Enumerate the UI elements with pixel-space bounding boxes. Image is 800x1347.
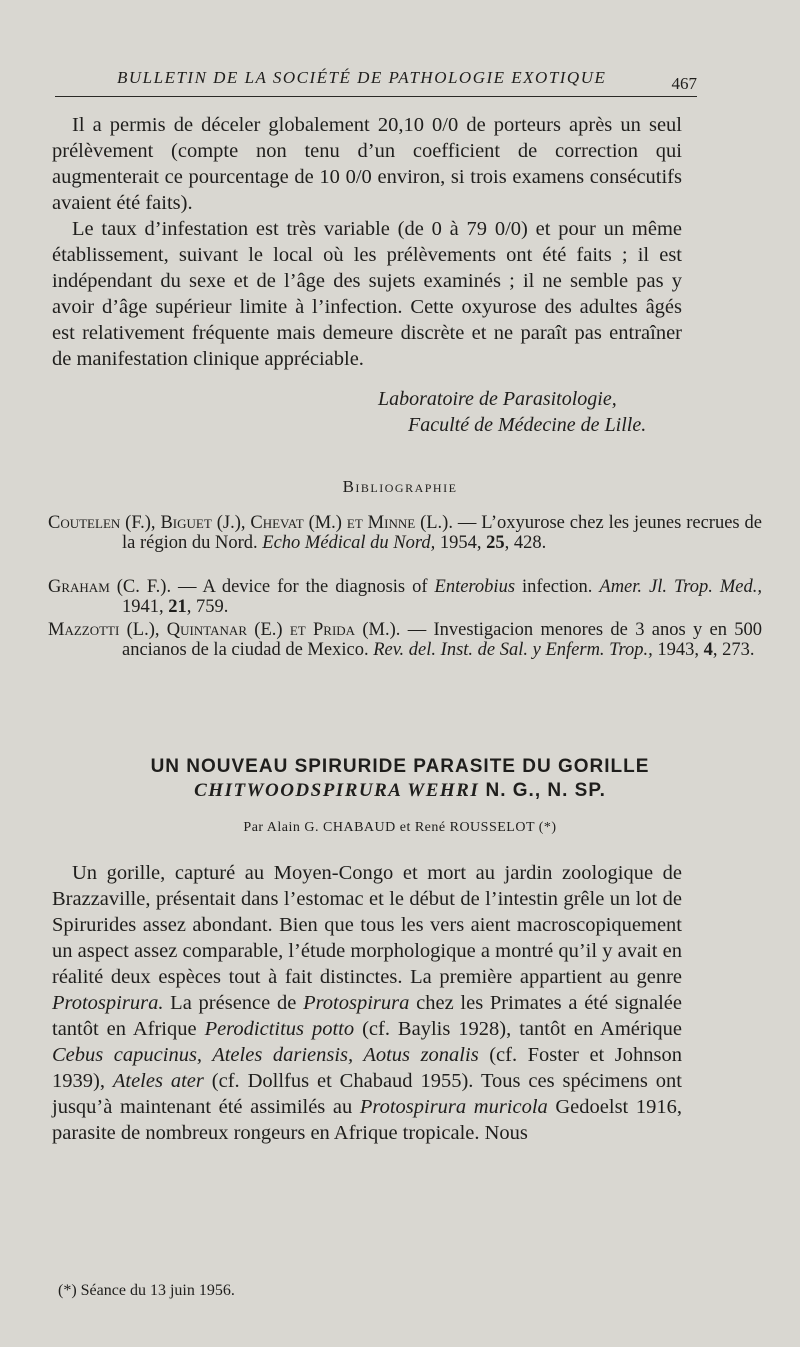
reference-3-year: 1943, — [652, 640, 704, 660]
reference-1-title: — L’oxyurose chez les jeunes recrues de la région du Nord. — [122, 513, 762, 553]
article-subtitle — [0, 780, 800, 802]
reference-2-pages: , 759. — [186, 597, 229, 617]
reference-3 — [48, 620, 762, 660]
body-text: Gedoelst 1916, parasite de nombreux rongeurs en Afrique tropicale. Nous — [52, 1096, 682, 1144]
taxon-name: Protospirura — [303, 992, 410, 1014]
reference-1-volume: 25 — [486, 533, 505, 553]
reference-3-authors: Mazzotti (L.), Quintanar (E.) et Prida (M.). — [48, 620, 401, 640]
species-name: CHITWOODSPIRURA WEHRI — [194, 780, 480, 801]
reference-1-journal: Echo Médical du Nord, — [262, 533, 436, 553]
paragraph-1 — [52, 112, 682, 216]
body-text: chez les Primates a été signalée tantôt en Afrique — [52, 992, 683, 1040]
reference-2 — [48, 577, 762, 617]
faculty-name: Faculté de Médecine de Lille. — [408, 414, 647, 436]
taxon-name: Ateles ater — [112, 1070, 204, 1092]
reference-3-journal: Rev. del. Inst. de Sal. y Enferm. Trop., — [373, 640, 653, 660]
taxon-name: Cebus capucinus, Ateles dariensis, Aotus zonalis — [52, 1044, 479, 1066]
reference-2-genus: Enterobius — [434, 577, 516, 597]
lab-name: Laboratoire de Parasitologie, — [378, 388, 617, 410]
article-title: UN NOUVEAU SPIRURIDE PARASITE DU GORILLE — [150, 756, 650, 777]
reference-1-authors: Coutelen (F.), Biguet (J.), Chevat (M.) et Minne (L.). — [48, 513, 453, 533]
reference-2-volume: 21 — [168, 597, 187, 617]
body-text: La présence de — [163, 992, 304, 1014]
running-title: BULLETIN DE LA SOCIÉTÉ DE PATHOLOGIE EXOTIQUE — [117, 68, 607, 87]
page-number: 467 — [671, 74, 697, 93]
paragraph-2 — [52, 216, 682, 372]
taxon-name: Protospirura. — [52, 992, 164, 1014]
footnote: (*) Séance du 13 juin 1956. — [58, 1282, 235, 1299]
paragraph-1-text: Il a permis de déceler globalement 20,10 0/0 de porteurs après un seul prélèvement (compte non tenu d’un coefficient de correction qui augmenterait ce pourcentage de 10 0/0 environ, si trois examens consécutifs avaient été faits). — [52, 114, 682, 214]
reference-2-journal: Amer. Jl. Trop. Med., — [599, 577, 762, 597]
lab-signoff — [378, 386, 668, 438]
body-text: Un gorille, capturé au Moyen-Congo et mort au jardin zoologique de Brazzaville, présentait dans l’estomac et le début de l’intestin grêle un lot de Spirurides assez abondant. Bien que tous les vers aient macroscopiquement un aspect assez comparable, l’étude morphologique a montré qu’il y avait en réalité deux espèces tout à fait distinctes. La première appartient au genre — [52, 862, 682, 988]
reference-2-authors: Graham (C. F.). — [48, 577, 172, 597]
reference-1-year: 1954, — [435, 533, 487, 553]
article-authors: Par Alain G. CHABAUD et René ROUSSELOT (*) — [243, 820, 557, 835]
reference-2-title: — A device for the diagnosis of — [171, 577, 435, 597]
taxon-name: Protospirura muricola — [359, 1096, 548, 1118]
body-text: (cf. Dollfus et Chabaud 1955). Tous ces spécimens ont jusqu’à maintenant été assimilés au — [52, 1070, 682, 1118]
reference-3-pages: , 273. — [712, 640, 755, 660]
article-body — [52, 860, 682, 1146]
reference-1 — [48, 513, 762, 553]
reference-2-title-end: infection. — [515, 577, 600, 597]
reference-3-volume: 4 — [703, 640, 713, 660]
reference-3-title: — Investigacion menores de 3 anos y en 500 ancianos de la ciudad de Mexico. — [122, 620, 763, 660]
body-text: (cf. Foster et Johnson 1939), — [52, 1044, 682, 1092]
paragraph-2-text: Le taux d’infestation est très variable (de 0 à 79 0/0) et pour un même établissement, suivant le local où les prélèvements ont été faits ; il est indépendant du sexe et de l’âge des sujets examinés ; il ne semble pas y avoir d’âge supérieur limite à l’infection. Cette oxyurose des adultes âgés est relativement fréquente mais demeure discrète et ne paraît pas entraîner de manifestation clinique appréciable. — [52, 218, 682, 370]
article-subtitle-rest: N. G., N. SP. — [479, 780, 606, 801]
reference-2-year: 1941, — [122, 597, 169, 617]
reference-1-pages: , 428. — [504, 533, 547, 553]
body-text: (cf. Baylis 1928), tantôt en Amérique — [354, 1018, 683, 1040]
taxon-name: Perodictitus potto — [204, 1018, 355, 1040]
bibliography-title: Bibliographie — [342, 477, 458, 496]
running-header — [55, 64, 697, 97]
